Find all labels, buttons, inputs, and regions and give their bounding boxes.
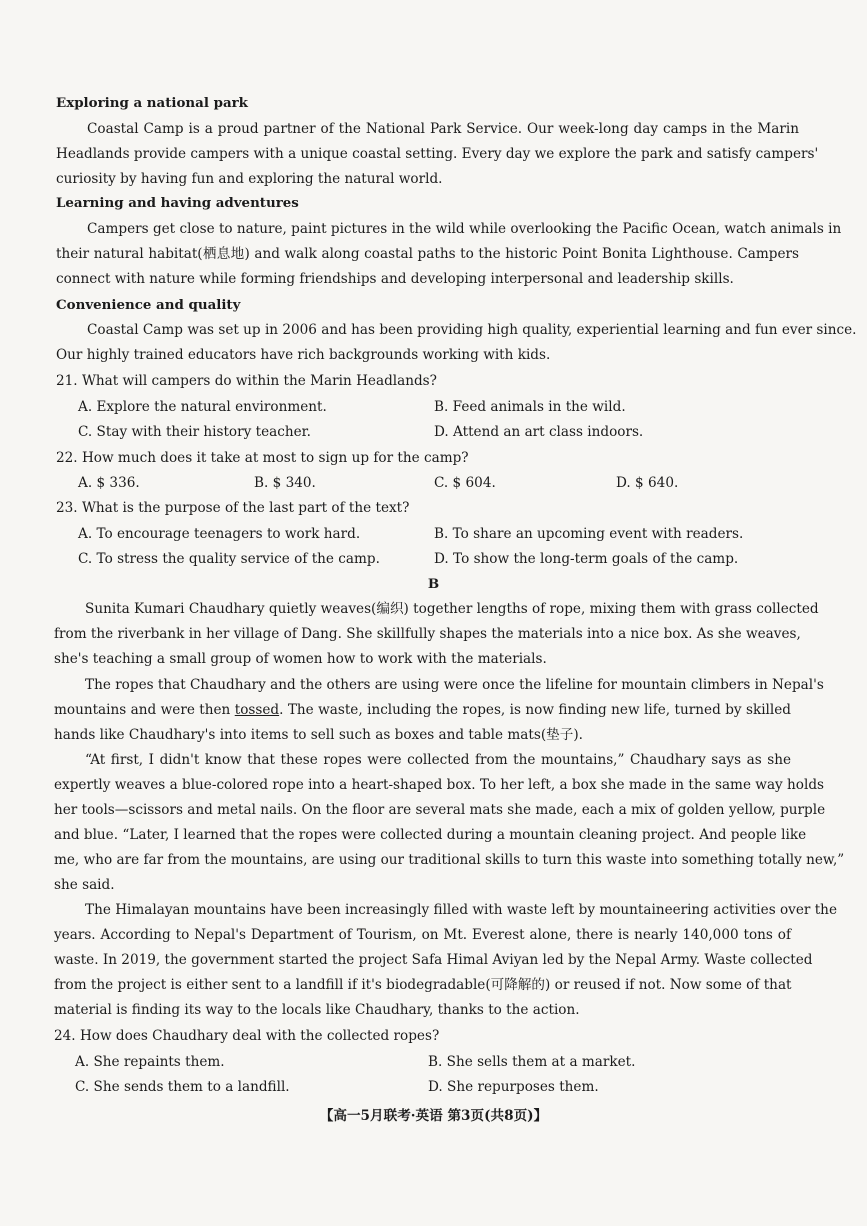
question-24-option-a: A. She repaints them. [75, 1054, 225, 1070]
question-24-option-d: D. She repurposes them. [428, 1079, 599, 1095]
paragraph-line: connect with nature while forming friendships and developing interpersonal and leadership skills. [56, 271, 734, 287]
question-21-option-c: C. Stay with their history teacher. [78, 424, 311, 440]
question-24-option-c: C. She sends them to a landfill. [75, 1079, 290, 1095]
paragraph-line: material is finding its way to the locals like Chaudhary, thanks to the action. [54, 1002, 580, 1018]
paragraph-line: years. According to Nepal's Department of Tourism, on Mt. Everest alone, there is nearly 140,000 tons of [54, 927, 791, 943]
paragraph-line: me, who are far from the mountains, are using our traditional skills to turn this waste into something totally new,” [54, 852, 845, 868]
paragraph-line: Coastal Camp was set up in 2006 and has been providing high quality, experiential learning and fun ever since. [87, 322, 857, 338]
question-22-option-a: A. $ 336. [78, 475, 140, 491]
paragraph-line: from the riverbank in her village of Dang. She skillfully shapes the materials into a nice box. As she weaves, [54, 626, 801, 642]
paragraph-line: Coastal Camp is a proud partner of the National Park Service. Our week-long day camps in the Marin [87, 121, 799, 137]
paragraph-line: expertly weaves a blue-colored rope into a heart-shaped box. To her left, a box she made in the same way holds [54, 777, 825, 793]
paragraph-line: and blue. “Later, I learned that the ropes were collected during a mountain cleaning project. And people like [54, 827, 807, 843]
paragraph-line: “At first, I didn't know that these ropes were collected from the mountains,” Chaudhary says as she [85, 752, 791, 768]
paragraph-line: Our highly trained educators have rich backgrounds working with kids. [56, 347, 551, 363]
paragraph-line: Campers get close to nature, paint pictures in the wild while overlooking the Pacific Ocean, watch animals in [87, 221, 842, 237]
question-21-option-b: B. Feed animals in the wild. [434, 399, 626, 415]
question-21-option-a: A. Explore the natural environment. [78, 399, 327, 415]
question-21-option-d: D. Attend an art class indoors. [434, 424, 644, 440]
paragraph-line: The ropes that Chaudhary and the others are using were once the lifeline for mountain climbers in Nepal's [85, 677, 824, 693]
question-22-stem: 22. How much does it take at most to sign up for the camp? [56, 450, 469, 466]
question-22-option-b: B. $ 340. [254, 475, 316, 491]
question-23-option-d: D. To show the long-term goals of the camp. [434, 551, 739, 567]
paragraph-line: The Himalayan mountains have been increasingly filled with waste left by mountaineering activities over the [85, 902, 837, 918]
paragraph-line-with-underline [54, 701, 791, 719]
paragraph-line: their natural habitat(栖息地) and walk along coastal paths to the historic Point Bonita Lighthouse. Campers [56, 246, 799, 262]
paragraph-line: hands like Chaudhary's into items to sell such as boxes and table mats(垫子). [54, 727, 583, 743]
paragraph-line: Sunita Kumari Chaudhary quietly weaves(编织) together lengths of rope, mixing them with grass collected [85, 601, 819, 617]
text-span: mountains and were then [54, 702, 235, 718]
page-footer: 【高一5月联考·英语 第3页(共8页)】 [319, 1108, 548, 1124]
paragraph-line: she said. [54, 877, 115, 893]
paragraph-line: her tools—scissors and metal nails. On the floor are several mats she made, each a mix of golden yellow, purple [54, 802, 826, 818]
question-24-option-b: B. She sells them at a market. [428, 1054, 636, 1070]
question-23-stem: 23. What is the purpose of the last part of the text? [56, 500, 410, 516]
question-23-option-a: A. To encourage teenagers to work hard. [78, 526, 361, 542]
passage-b-label: B [427, 576, 440, 592]
text-span: . The waste, including the ropes, is now finding new life, turned by skilled [279, 702, 791, 718]
underlined-word: tossed [234, 702, 280, 718]
paragraph-line: curiosity by having fun and exploring the natural world. [56, 171, 443, 187]
paragraph-line: she's teaching a small group of women how to work with the materials. [54, 651, 547, 667]
section-heading-exploring: Exploring a national park [56, 95, 248, 111]
question-24-stem: 24. How does Chaudhary deal with the collected ropes? [54, 1028, 440, 1044]
section-heading-convenience: Convenience and quality [56, 297, 241, 313]
question-21-stem: 21. What will campers do within the Marin Headlands? [56, 373, 437, 389]
paragraph-line: waste. In 2019, the government started the project Safa Himal Aviyan led by the Nepal Army. Waste collected [54, 952, 813, 968]
question-22-option-d: D. $ 640. [616, 475, 679, 491]
paragraph-line: Headlands provide campers with a unique coastal setting. Every day we explore the park and satisfy campers' [56, 146, 819, 162]
question-23-option-b: B. To share an upcoming event with readers. [434, 526, 744, 542]
question-23-option-c: C. To stress the quality service of the camp. [78, 551, 380, 567]
paragraph-line: from the project is either sent to a landfill if it's biodegradable(可降解的) or reused if not. Now some of that [54, 977, 792, 993]
question-22-option-c: C. $ 604. [434, 475, 496, 491]
section-heading-learning: Learning and having adventures [56, 195, 299, 211]
